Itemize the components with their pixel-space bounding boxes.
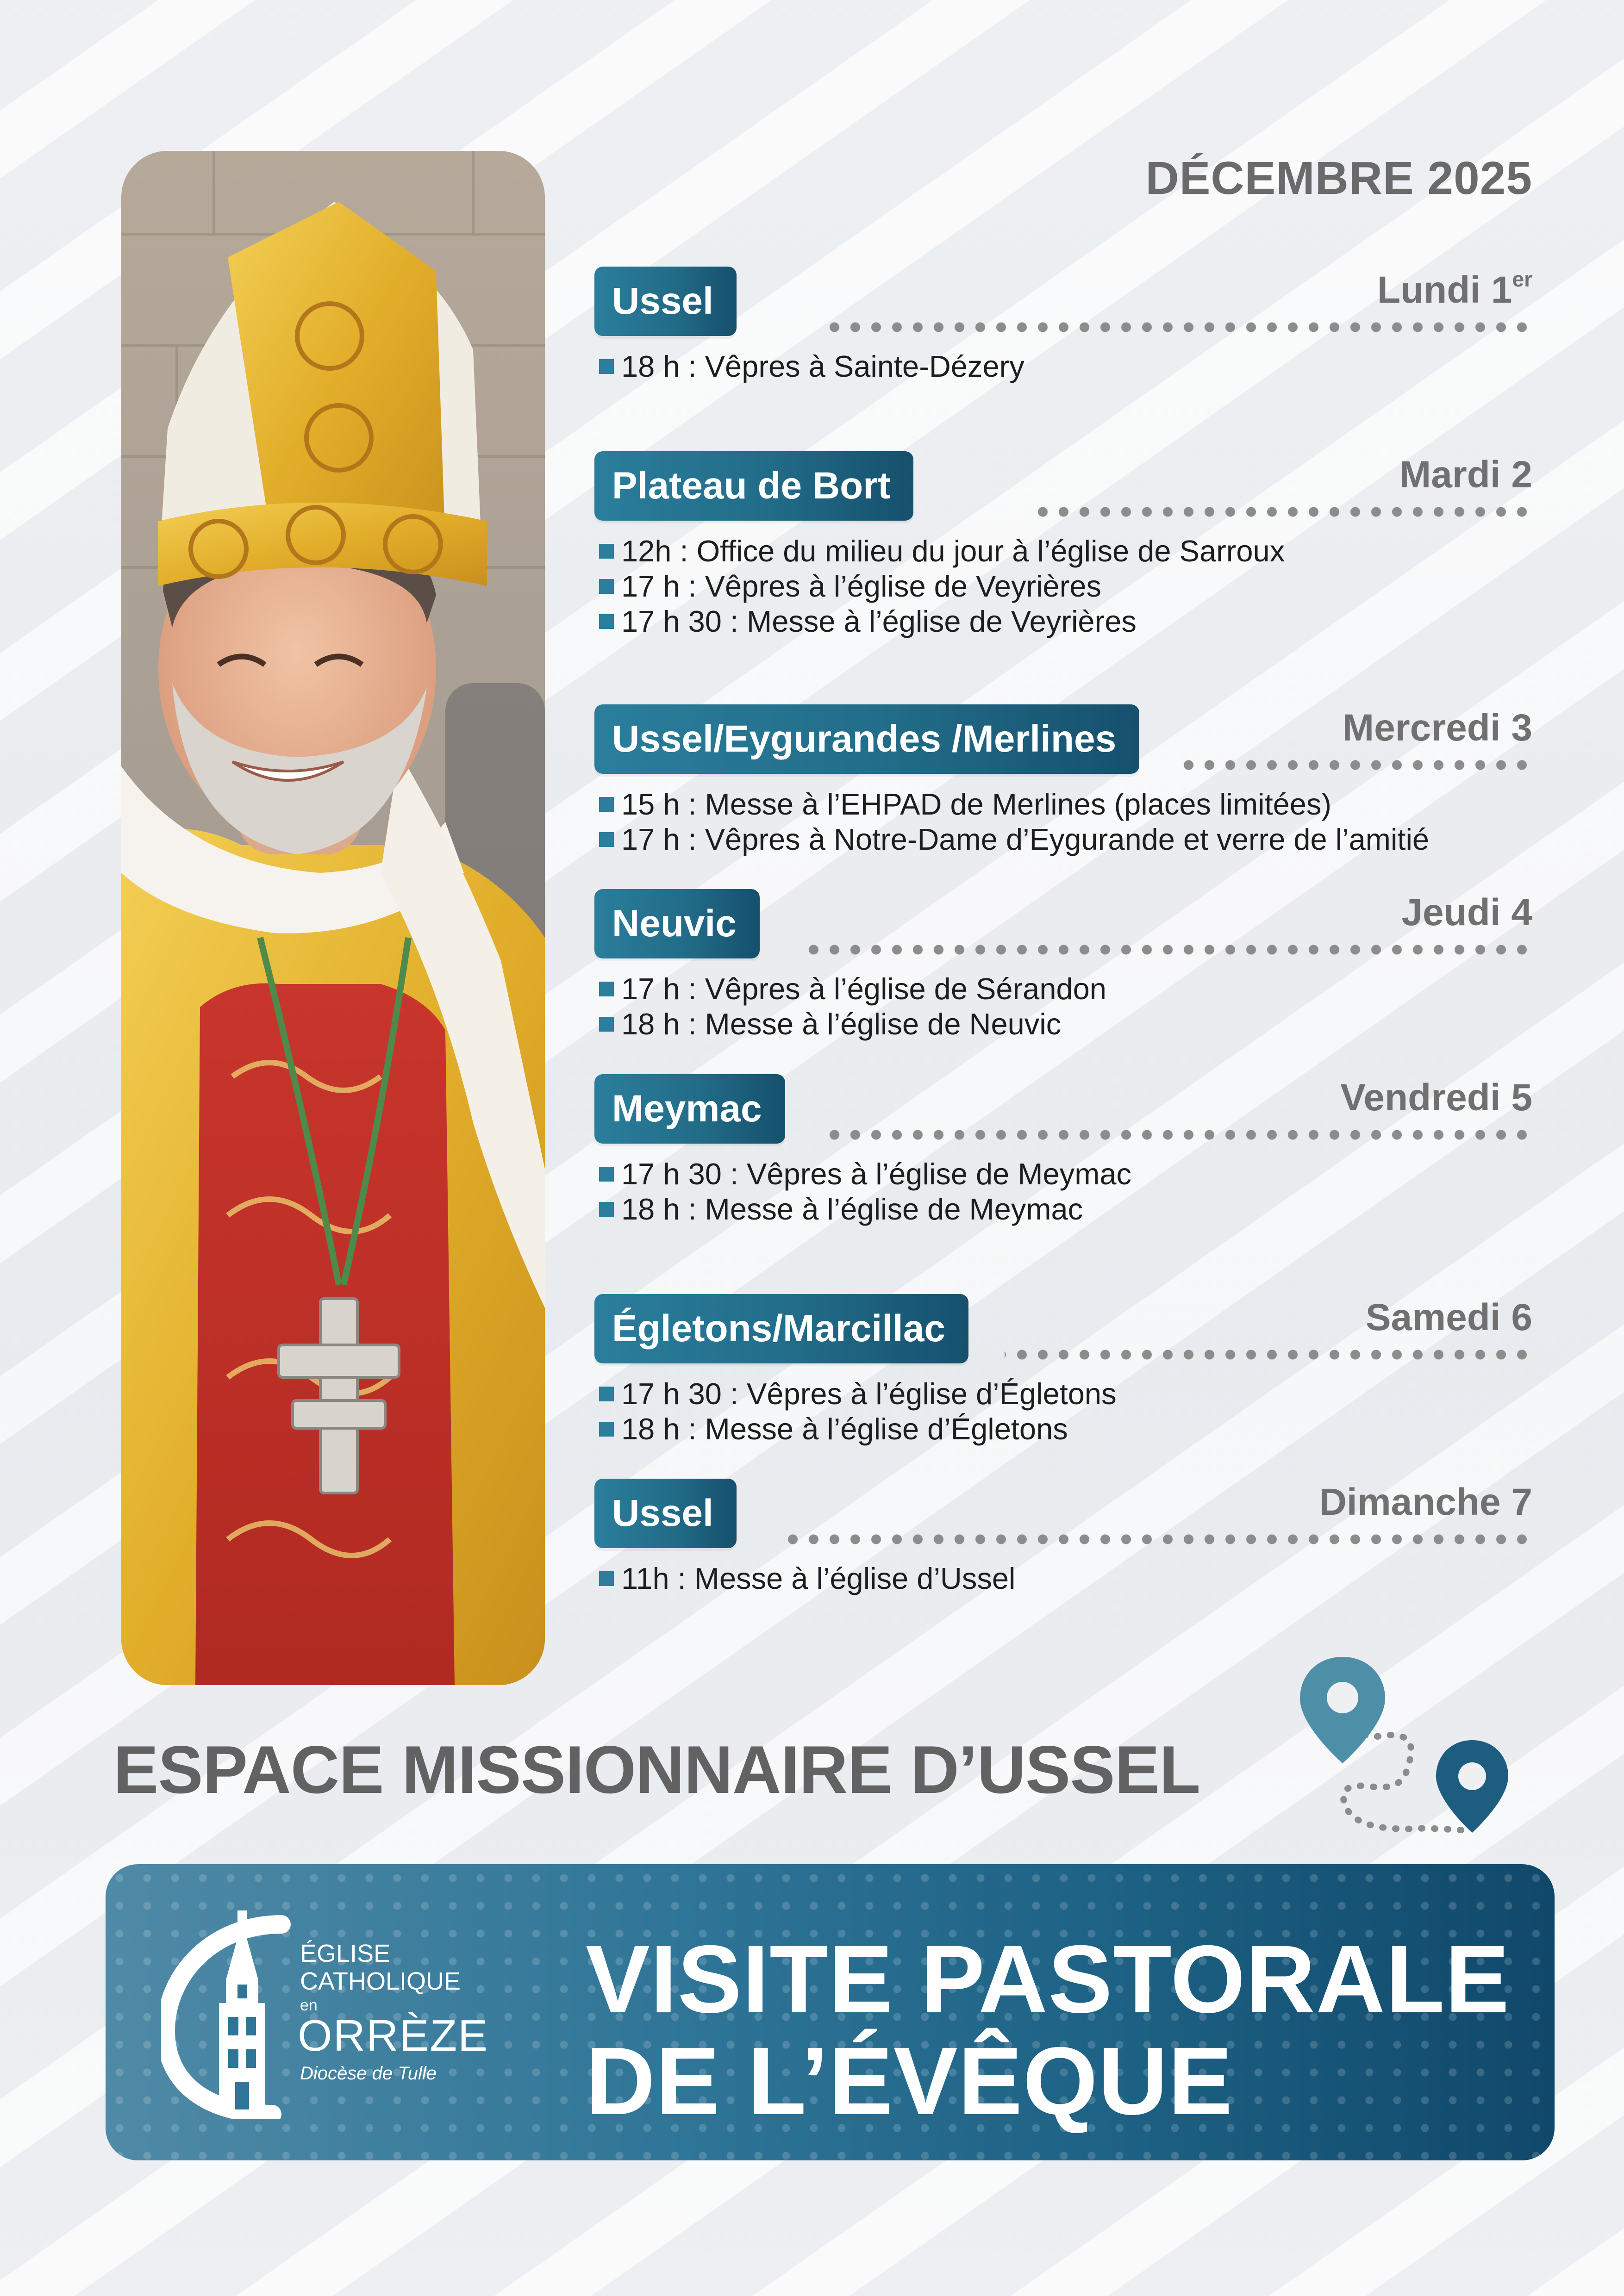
event-item [599,822,1534,857]
event-list [599,1561,1534,1596]
event-item [599,1192,1534,1227]
day-name-text: Jeudi 4 [1401,891,1532,933]
place-label: Égletons/Marcillac [594,1294,968,1363]
bullet-square-icon [599,1422,614,1437]
event-text: 12h : Office du milieu du jour à l’église de Sarroux [621,534,1285,568]
dotted-leader [1005,1349,1532,1361]
event-item [599,787,1534,822]
day-name-text: Mardi 2 [1399,454,1532,496]
event-text: 17 h : Vêpres à l’église de Sérandon [621,972,1106,1006]
bullet-square-icon [599,1202,614,1217]
event-text: 18 h : Vêpres à Sainte-Dézery [621,349,1024,383]
bullet-square-icon [599,1571,614,1586]
dotted-leader [819,321,1532,333]
month-heading: DÉCEMBRE 2025 [1145,152,1532,204]
day-name [1401,891,1532,934]
bishop-photo [121,151,545,1685]
diocese-logo [161,1906,624,2119]
event-list [599,971,1534,1042]
bullet-square-icon [599,982,614,996]
bullet-square-icon [599,1017,614,1032]
event-text: 17 h 30 : Vêpres à l’église d’Égletons [621,1377,1117,1411]
day-name-text: Dimanche 7 [1319,1481,1532,1523]
dotted-leader [801,944,1532,956]
event-text: 15 h : Messe à l’EHPAD de Merlines (places limitées) [621,787,1332,821]
dotted-leader [782,1533,1532,1545]
event-text: 17 h : Vêpres à Notre-Dame d’Eygurande et verre de l’amitié [621,822,1430,856]
day-name-text: Mercredi 3 [1342,707,1532,749]
bullet-square-icon [599,359,614,374]
event-text: 17 h 30 : Messe à l’église de Veyrières [621,604,1137,638]
day-name [1366,1296,1532,1339]
event-item [599,1412,1534,1447]
logo-line-4: ORRÈZE [298,2011,489,2060]
route-pins-graphic [1287,1648,1509,1851]
day-name-text: Vendredi 5 [1340,1076,1532,1119]
dotted-leader [1028,506,1532,518]
event-item [599,604,1534,639]
event-item [599,1007,1534,1042]
bullet-square-icon [599,579,614,594]
day-name [1319,1481,1532,1524]
day-name-text: Samedi 6 [1365,1296,1532,1338]
place-label: Plateau de Bort [594,451,913,521]
event-text: 18 h : Messe à l’église d’Égletons [621,1412,1068,1446]
route-pins [1287,1648,1509,1851]
bullet-square-icon [599,544,614,559]
place-label: Neuvic [594,889,760,958]
map-pin-icon [1300,1657,1385,1763]
day-name [1399,453,1532,497]
title-banner [106,1864,1555,2160]
place-label: Ussel [594,1479,737,1548]
event-list [599,1157,1534,1227]
event-item [599,534,1534,569]
day-name [1343,706,1532,750]
event-list [599,534,1534,639]
event-list [599,787,1534,857]
place-label: Ussel [594,267,737,336]
event-list [599,349,1534,384]
day-ordinal-sup: er [1512,267,1532,291]
bullet-square-icon [599,832,614,847]
day-name [1377,268,1532,312]
event-text: 17 h : Vêpres à l’église de Veyrières [621,569,1101,603]
dotted-leader [829,1129,1532,1141]
event-text: 18 h : Messe à l’église de Meymac [621,1192,1083,1226]
bullet-square-icon [599,1167,614,1182]
bullet-square-icon [599,1387,614,1401]
bullet-square-icon [599,797,614,812]
dotted-leader [1181,759,1532,771]
bullet-square-icon [599,614,614,629]
event-text: 11h : Messe à l’église d’Ussel [621,1562,1016,1595]
day-name [1340,1076,1532,1120]
title-line-2: DE L’ÉVÊQUE [586,2028,1233,2135]
logo-line-3: en [300,1997,318,2014]
logo-line-1: ÉGLISE [300,1940,391,1967]
event-item [599,1376,1534,1412]
espace-heading: ESPACE MISSIONNAIRE D’USSEL [113,1732,1200,1807]
place-label: Meymac [594,1074,785,1144]
logo-line-5: Diocèse de Tulle [300,2063,437,2084]
event-text: 17 h 30 : Vêpres à l’église de Meymac [621,1157,1131,1191]
event-list [599,1376,1534,1447]
bishop-illustration [121,151,545,1685]
title-line-1: VISITE PASTORALE [586,1926,1510,2033]
map-pin-icon [1436,1740,1508,1833]
day-name-text: Lundi 1 [1377,269,1512,311]
event-text: 18 h : Messe à l’église de Neuvic [621,1007,1062,1041]
event-item [599,569,1534,604]
event-item [599,1157,1534,1192]
place-label: Ussel/Eygurandes /Merlines [594,704,1139,774]
event-item [599,971,1534,1007]
event-item [599,349,1534,384]
event-item [599,1561,1534,1596]
logo-line-2: CATHOLIQUE [300,1967,461,1995]
